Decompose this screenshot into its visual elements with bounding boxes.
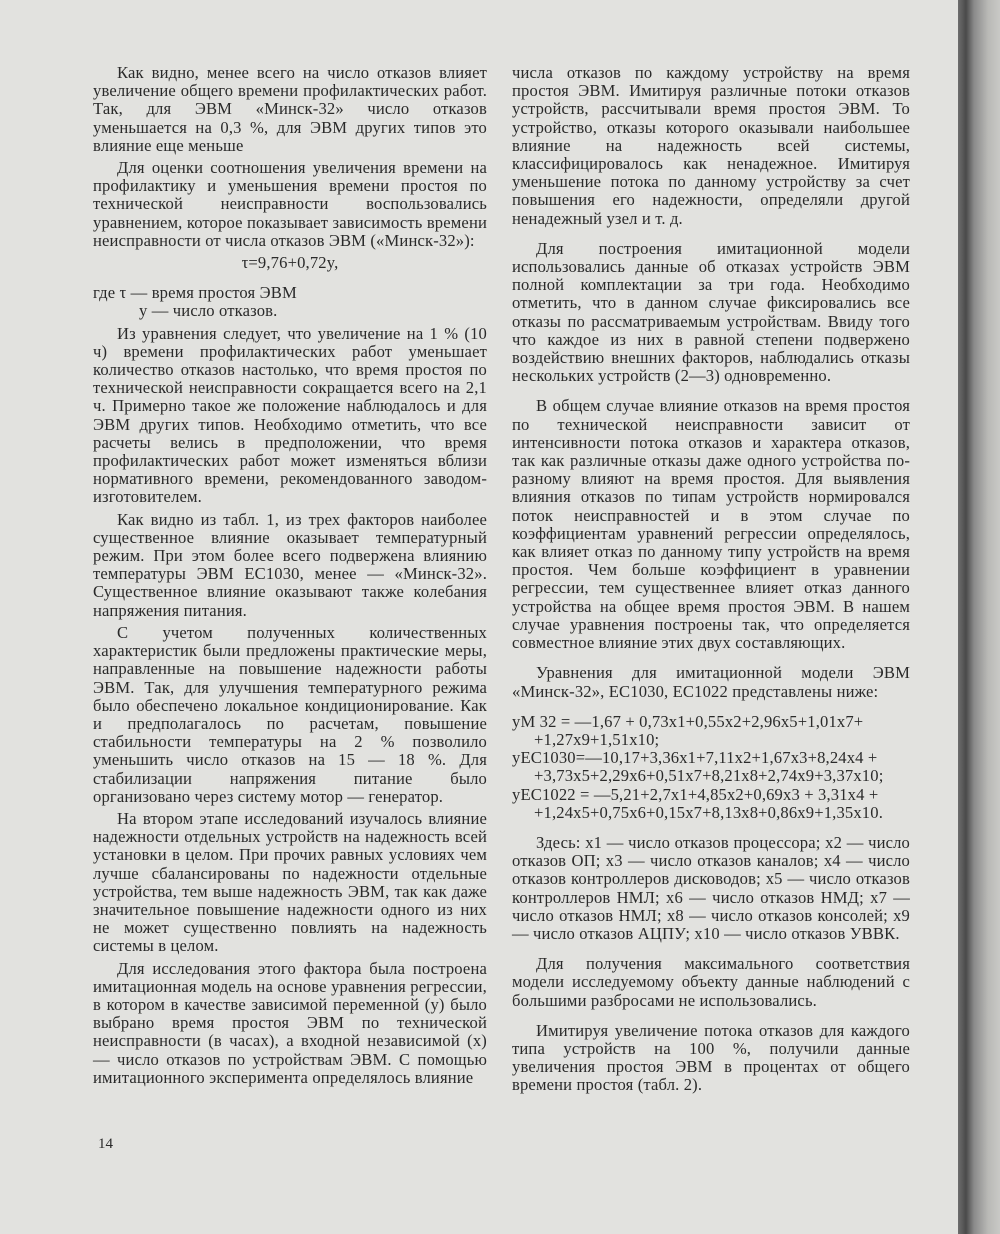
paragraph: Как видно, менее всего на число отказов влияет увеличение общего времени профилактических работ. Так, для ЭВМ «Минск-32» число отказов уменьшается на 0,3 %, для ЭВМ других типов это влияние еще меньше — [93, 63, 487, 155]
book-spine-edge — [958, 0, 1000, 1234]
formula: τ=9,76+0,72y, — [241, 253, 339, 273]
left-column — [93, 64, 487, 1087]
equation-line: +1,27x9+1,51x10; — [534, 729, 660, 749]
paragraph: Из уравнения следует, что увеличение на 1 % (10 ч) времени профилактических работ уменьшает количество отказов настолько, что время простоя по технической неисправности сокращается всего на 2,1 ч. Примерно такое же положение наблюдалось и для ЭВМ других типов. Необходимо отметить, что все расчеты велись в предположении, что время профилактических работ может изменяться вблизи нормативного времени, рекомендованного заводом-изготовителем. — [93, 323, 487, 507]
paragraph: Имитируя увеличение потока отказов для каждого типа устройств на 100 %, получили данные увеличения простоя ЭВМ в процентах от общего времени простоя (табл. 2). — [512, 1020, 910, 1095]
equation-line: yЕС1022 = —5,21+2,7x1+4,85x2+0,69x3 + 3,31x4 + — [512, 784, 879, 804]
paragraph: Для исследования этого фактора была построена имитационная модель на основе уравнения регрессии, в котором в качестве зависимой переменной (y) было выбрано время простоя ЭВМ по технической неисправности (в часах), а входной независимой (x) — число отказов по устройствам ЭВМ. С помощью имитационного эксперимента определялось влияние — [93, 958, 487, 1087]
equation-line: yЕС1030=—10,17+3,36x1+7,11x2+1,67x3+8,24x4 + — [512, 748, 878, 768]
regression-equation-es1030 — [512, 749, 910, 785]
right-column — [512, 64, 910, 1095]
formula-definitions — [93, 284, 487, 320]
paragraph: Как видно из табл. 1, из трех факторов наиболее существенное влияние оказывает температурный режим. При этом более всего подвержена влиянию температуры ЭВМ ЕС1030, менее — «Минск-32». Существенное влияние оказывают также колебания напряжения питания. — [93, 509, 487, 620]
paragraph: числа отказов по каждому устройству на время простоя ЭВМ. Имитируя различные потоки отказов устройств, рассчитывали время простоя ЭВМ. То устройство, отказы которого оказывали наибольшее влияние на надежность всей системы, классифицировалось как ненадежное. Имитируя уменьшение потока по данному устройству за счет повышения его надежности, определяли другой ненадежный узел и т. д. — [512, 63, 910, 228]
equation-line: +3,73x5+2,29x6+0,51x7+8,21x8+2,74x9+3,37x10; — [534, 766, 884, 786]
paragraph: С учетом полученных количественных характеристик были предложены практические меры, направленные на повышение надежности работы ЭВМ. Так, для улучшения температурного режима было обеспечено локальное кондиционирование. Как и предполагалось по расчетам, повышение стабильности температуры на 2 % позволило уменьшить число отказов на 15 — 18 %. Для стабилизации напряжения питание было организовано через систему мотор — генератор. — [93, 622, 487, 806]
equation-line: yМ 32 = —1,67 + 0,73x1+0,55x2+2,96x5+1,01x7+ — [512, 711, 864, 731]
paragraph: Для получения максимального соответствия модели исследуемому объекту данные наблюдений с большими разбросами не использовались. — [512, 954, 910, 1010]
paragraph: На втором этапе исследований изучалось влияние надежности отдельных устройств на надежность всей установки в целом. При прочих равных условиях чем лучше сбалансированы по надежности отдельные устройства, тем выше надежность ЭВМ, так как даже значительное повышение надежности одного из них не может существенно повлиять на надежность системы в целом. — [93, 808, 487, 956]
paragraph: Здесь: x1 — число отказов процессора; x2 — число отказов ОП; x3 — число отказов каналов; x4 — число отказов контроллеров дисководов; x5 — число отказов контроллеров НМЛ; x6 — число отказов НМД; x7 — число отказов НМЛ; x8 — число отказов консолей; x9 — число отказов АЦПУ; x10 — число отказов УВВК. — [512, 832, 910, 943]
paragraph: Для построения имитационной модели использовались данные об отказах устройств ЭВМ полной комплектации за три года. Необходимо отметить, что в данном случае фиксировались все отказы по рассматриваемым устройствам. Ввиду того что каждое из них в равной степени подвержено воздействию внешних факторов, наблюдались отказы нескольких устройств (2—3) одновременно. — [512, 238, 910, 386]
paragraph: В общем случае влияние отказов на время простоя по технической неисправности зависит от интенсивности потока отказов и характера отказов, так как различные отказы даже одного устройства по-разному влияют на время простоя. Для выявления влияния отказов по типам устройств нормировался поток неисправностей и в этом случае по коэффициентам уравнений регрессии определялось, как влияет отказ по данному типу устройств на время простоя. Чем больше коэффициент в уравнении регрессии, тем существеннее влияет отказ данного устройства на общее время простоя ЭВМ. В нашем случае уравнения построены так, что определяется совместное влияние этих двух составляющих. — [512, 396, 910, 653]
definition-line: y — число отказов. — [139, 301, 278, 321]
equation-line: +1,24x5+0,75x6+0,15x7+8,13x8+0,86x9+1,35x10. — [534, 802, 883, 822]
page-number: 14 — [98, 1136, 113, 1152]
paragraph: Для оценки соотношения увеличения времени на профилактику и уменьшения времени простоя по технической неисправности воспользовались уравнением, которое показывает зависимость времени неисправности от числа отказов ЭВМ («Минск-32»): — [93, 158, 487, 250]
definition-line: где τ — время простоя ЭВМ — [93, 283, 297, 303]
paragraph: Уравнения для имитационной модели ЭВМ «Минск-32», ЕС1030, ЕС1022 представлены ниже: — [512, 663, 910, 701]
regression-equation-minsk32 — [512, 713, 910, 749]
regression-equation-es1022 — [512, 786, 910, 822]
